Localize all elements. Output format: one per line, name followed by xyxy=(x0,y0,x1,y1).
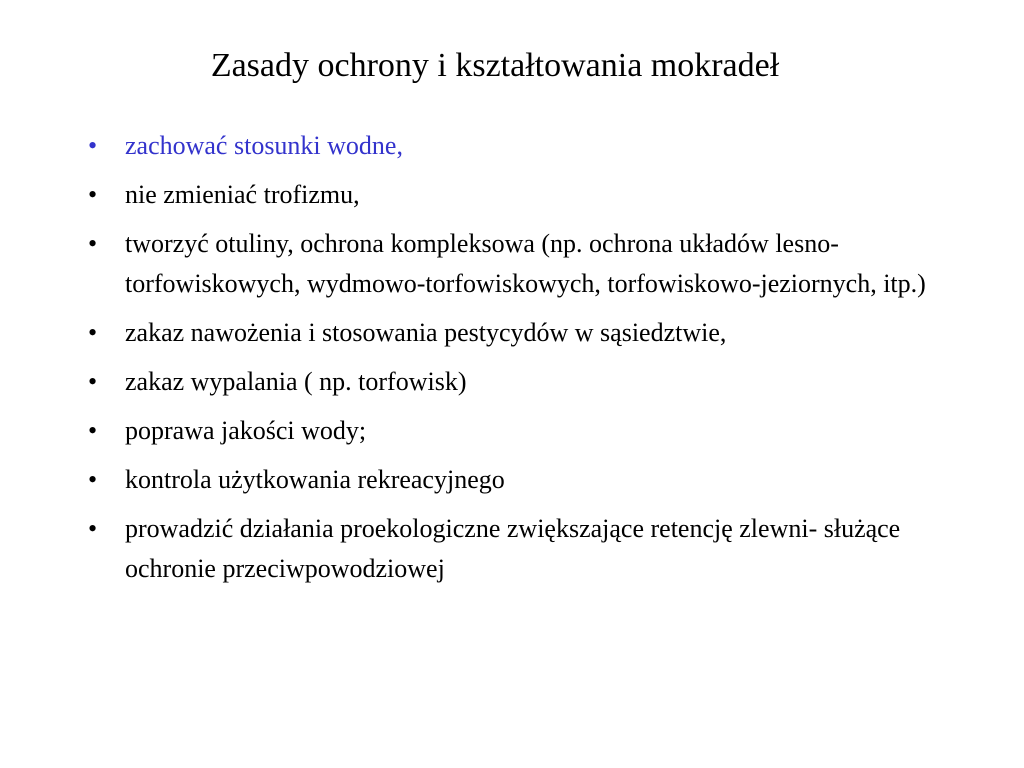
list-item-text: zakaz nawożenia i stosowania pestycydów w sąsiedztwie, xyxy=(125,318,727,347)
list-item xyxy=(88,175,968,215)
bullet-icon: • xyxy=(88,229,98,258)
bullet-list xyxy=(88,126,968,598)
list-item xyxy=(88,313,968,353)
list-item-text: kontrola użytkowania rekreacyjnego xyxy=(125,465,505,494)
list-item xyxy=(88,126,968,166)
list-item xyxy=(88,411,968,451)
bullet-icon: • xyxy=(88,465,98,494)
list-item xyxy=(88,362,968,402)
list-item xyxy=(88,460,968,500)
list-item-text: tworzyć otuliny, ochrona kompleksowa (np. ochrona układów lesno-torfowiskowych, wydmowo-torfowiskowych, torfowiskowo-jeziornych, itp.) xyxy=(125,229,926,298)
bullet-icon: • xyxy=(88,514,98,543)
list-item-text: prowadzić działania proekologiczne zwiększające retencję zlewni- służące ochronie przeciwpowodziowej xyxy=(125,514,901,583)
bullet-icon: • xyxy=(88,180,98,209)
bullet-icon: • xyxy=(88,131,98,160)
slide-title: Zasady ochrony i kształtowania mokradeł xyxy=(210,47,780,84)
bullet-icon: • xyxy=(88,367,98,396)
bullet-icon: • xyxy=(88,416,98,445)
list-item-text: zakaz wypalania ( np. torfowisk) xyxy=(125,367,467,396)
list-item-text: nie zmieniać trofizmu, xyxy=(125,180,360,209)
bullet-icon: • xyxy=(88,318,98,347)
list-item xyxy=(88,224,968,304)
list-item xyxy=(88,509,968,589)
list-item-text: zachować stosunki wodne, xyxy=(125,131,403,160)
list-item-text: poprawa jakości wody; xyxy=(125,416,367,445)
